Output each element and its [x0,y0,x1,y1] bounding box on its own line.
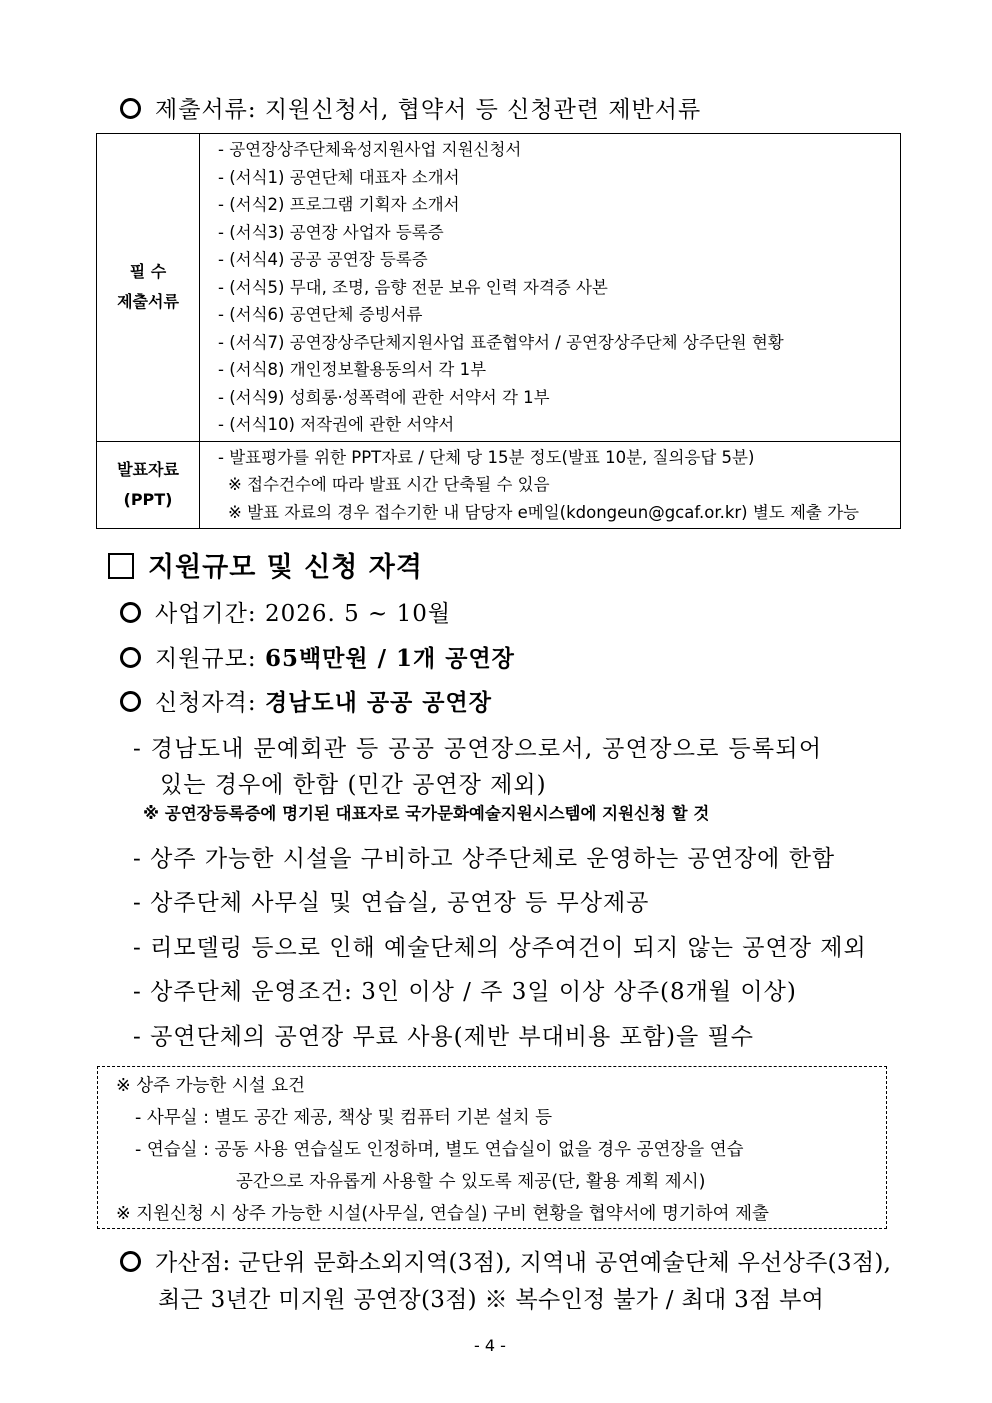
period-value: 2026. 5 ~ 10월 [264,601,452,627]
submission-heading [120,91,701,124]
facility-practice-line-2: 공간으로 자유롭게 사용할 수 있도록 제공(단, 활용 계획 제시) [236,1172,706,1192]
list-item: - (서식1) 공연단체 대표자 소개서 [218,167,460,187]
eligibility-label: 신청자격: [155,690,257,716]
circle-bullet-icon [120,691,141,712]
scale-label: 지원규모: [155,646,257,672]
condition-5: - 상주단체 운영조건: 3인 이상 / 주 3일 이상 상주(8개월 이상) [133,979,797,1005]
checkbox-square-icon [108,553,134,579]
circle-bullet-icon [120,647,141,668]
list-item: - (서식4) 공공 공연장 등록증 [218,250,428,269]
condition-4: - 리모델링 등으로 인해 예술단체의 상주여건이 되지 않는 공연장 제외 [133,935,867,961]
condition-1-line-1: - 경남도내 문예회관 등 공공 공연장으로서, 공연장으로 등록되어 [133,736,823,762]
list-item: - (서식6) 공연단체 증빙서류 [218,305,423,324]
circle-bullet-icon [120,602,141,623]
circle-bullet-icon [120,1251,141,1272]
presentation-row [97,441,901,529]
section-title [108,545,423,584]
documents-table [96,133,901,529]
condition-2: - 상주 가능한 시설을 구비하고 상주단체로 운영하는 공연장에 한함 [133,846,836,872]
list-item: ※ 발표 자료의 경우 접수기한 내 담당자 e메일(kdongeun@gcaf.or.kr) 별도 제출 가능 [228,502,859,522]
submission-heading-text: 제출서류: 지원신청서, 협약서 등 신청관련 제반서류 [155,97,702,123]
required-docs-list [200,134,901,442]
page-number: - 4 - [474,1336,506,1355]
list-item: - (서식7) 공연장상주단체지원사업 표준협약서 / 공연장상주단체 상주단원 현황 [218,332,784,352]
facility-practice-line-1: - 연습실 : 공동 사용 연습실도 인정하며, 별도 연습실이 없을 경우 공연장을 연습 [135,1140,744,1160]
condition-1-line-2: 있는 경우에 한함 (민간 공연장 제외) [160,772,547,798]
list-item: - (서식10) 저작권에 관한 서약서 [218,415,455,434]
eligibility-value: 경남도내 공공 공연장 [264,689,492,716]
list-item: - (서식3) 공연장 사업자 등록증 [218,222,444,242]
scale-line [120,640,515,673]
facility-title: ※ 상주 가능한 시설 요건 [116,1076,306,1096]
bonus-text-1: 가산점: 군단위 문화소외지역(3점), 지역내 공연예술단체 우선상주(3점), [155,1250,892,1276]
presentation-list [200,441,901,529]
facility-requirements-box [97,1066,887,1229]
condition-6: - 공연단체의 공연장 무료 사용(제반 부대비용 포함)을 필수 [133,1024,754,1050]
required-docs-label: 필 수 제출서류 [97,134,200,442]
presentation-label: 발표자료 (PPT) [97,441,200,529]
list-item: - (서식9) 성희롱·성폭력에 관한 서약서 각 1부 [218,387,550,407]
bonus-line-1 [120,1244,891,1277]
period-line [120,595,451,628]
list-item: - (서식8) 개인정보활용동의서 각 1부 [218,360,487,379]
bonus-line-2: 최근 3년간 미지원 공연장(3점) ※ 복수인정 불가 / 최대 3점 부여 [158,1287,825,1313]
list-item: - 발표평가를 위한 PPT자료 / 단체 당 15분 정도(발표 10분, 질의응답 5분) [218,447,755,467]
section-title-text: 지원규모 및 신청 자격 [148,552,423,583]
condition-3: - 상주단체 사무실 및 연습실, 공연장 등 무상제공 [133,890,650,916]
list-item: ※ 접수건수에 따라 발표 시간 단축될 수 있음 [228,475,550,494]
eligibility-line [120,684,492,717]
facility-office: - 사무실 : 별도 공간 제공, 책상 및 컴퓨터 기본 설치 등 [135,1108,553,1128]
circle-bullet-icon [120,98,141,119]
period-label: 사업기간: [155,601,257,627]
facility-note: ※ 지원신청 시 상주 가능한 시설(사무실, 연습실) 구비 현황을 협약서에 명기하여 제출 [116,1204,769,1224]
condition-1-note: ※ 공연장등록증에 명기된 대표자로 국가문화예술지원시스템에 지원신청 할 것 [143,804,710,823]
list-item: - (서식5) 무대, 조명, 음향 전문 보유 인력 자격증 사본 [218,277,608,297]
scale-value: 65백만원 / 1개 공연장 [264,645,515,672]
list-item: - (서식2) 프로그램 기획자 소개서 [218,195,460,214]
required-docs-row [97,134,901,442]
list-item: - 공연장상주단체육성지원사업 지원신청서 [218,140,522,159]
